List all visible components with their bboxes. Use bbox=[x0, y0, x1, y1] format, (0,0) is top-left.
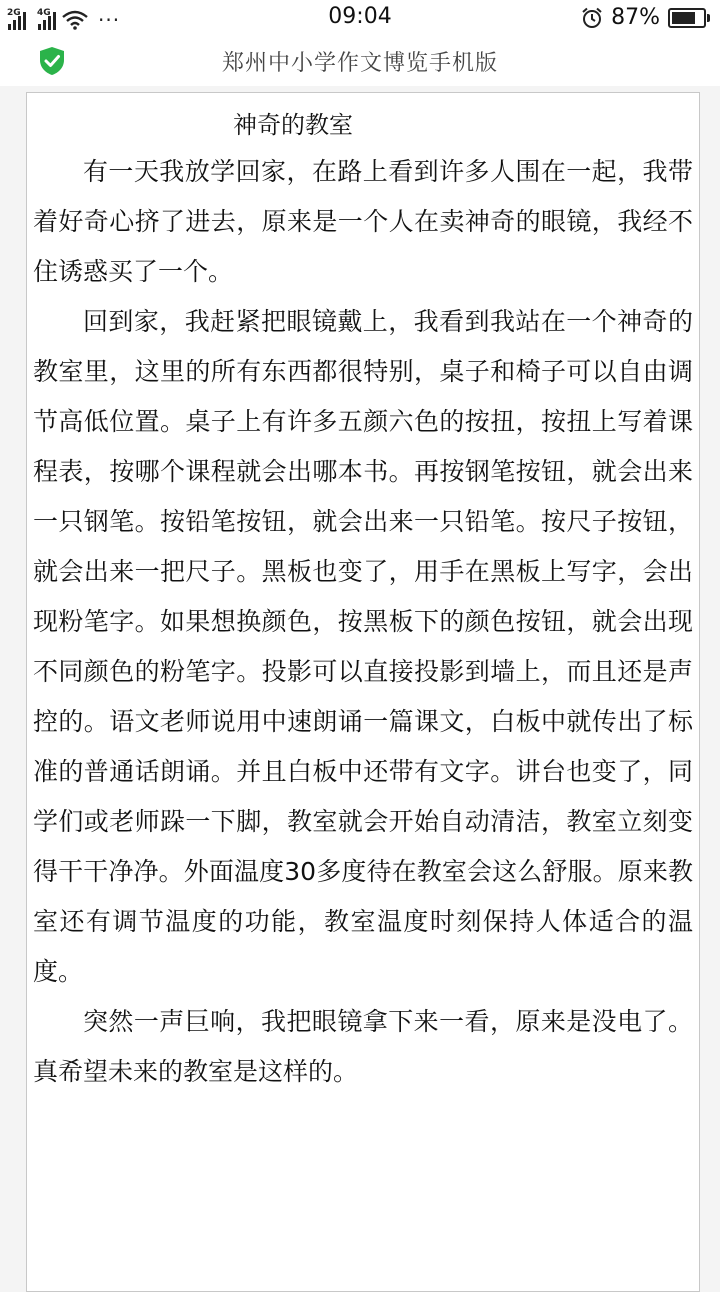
article-paragraph: 回到家，我赶紧把眼镜戴上，我看到我站在一个神奇的教室里，这里的所有东西都很特别，桌子和椅子可以自由调节高低位置。桌子上有许多五颜六色的按扭，按扭上写着课程表，按哪个课程就会出哪本书。再按钢笔按钮，就会出来一只钢笔。按铅笔按钮，就会出来一只铅笔。按尺子按钮，就会出来一把尺子。黑板也变了，用手在黑板上写字，会出现粉笔字。如果想换颜色，按黑板下的颜色按钮，就会出现不同颜色的粉笔字。投影可以直接投影到墙上，而且还是声控的。语文老师说用中速朗诵一篇课文，白板中就传出了标准的普通话朗诵。并且白板中还带有文字。讲台也变了，同学们或老师跺一下脚，教室就会开始自动清洁，教室立刻变得干干净净。外面温度30多度待在教室会这么舒服。原来教室还有调节温度的功能，教室温度时刻保持人体适合的温度。 bbox=[33, 307, 693, 986]
network-type-label: 2G bbox=[7, 8, 21, 18]
status-bar bbox=[0, 0, 720, 36]
battery-icon bbox=[668, 8, 706, 28]
battery-fill bbox=[672, 12, 695, 24]
site-title: 郑州中小学作文博览手机版 bbox=[221, 51, 498, 76]
alarm-clock-icon bbox=[581, 7, 603, 29]
article-paragraph: 有一天我放学回家，在路上看到许多人围在一起，我带着好奇心挤了进去，原来是一个人在卖神奇的眼镜，我经不住诱惑买了一个。 bbox=[33, 157, 693, 286]
article-paragraph: 突然一声巨响，我把眼镜拿下来一看，原来是没电了。真希望未来的教室是这样的。 bbox=[33, 1007, 693, 1086]
article-title: 神奇的教室 bbox=[233, 111, 353, 139]
status-right-icons bbox=[581, 5, 706, 30]
article-content[interactable] bbox=[26, 92, 700, 1292]
status-time: 09:04 bbox=[328, 4, 392, 29]
battery-percent: 87% bbox=[611, 5, 660, 30]
more-notifications-icon: ··· bbox=[98, 8, 121, 32]
network-type-label: 4G bbox=[37, 8, 51, 18]
title-bar bbox=[0, 36, 720, 86]
